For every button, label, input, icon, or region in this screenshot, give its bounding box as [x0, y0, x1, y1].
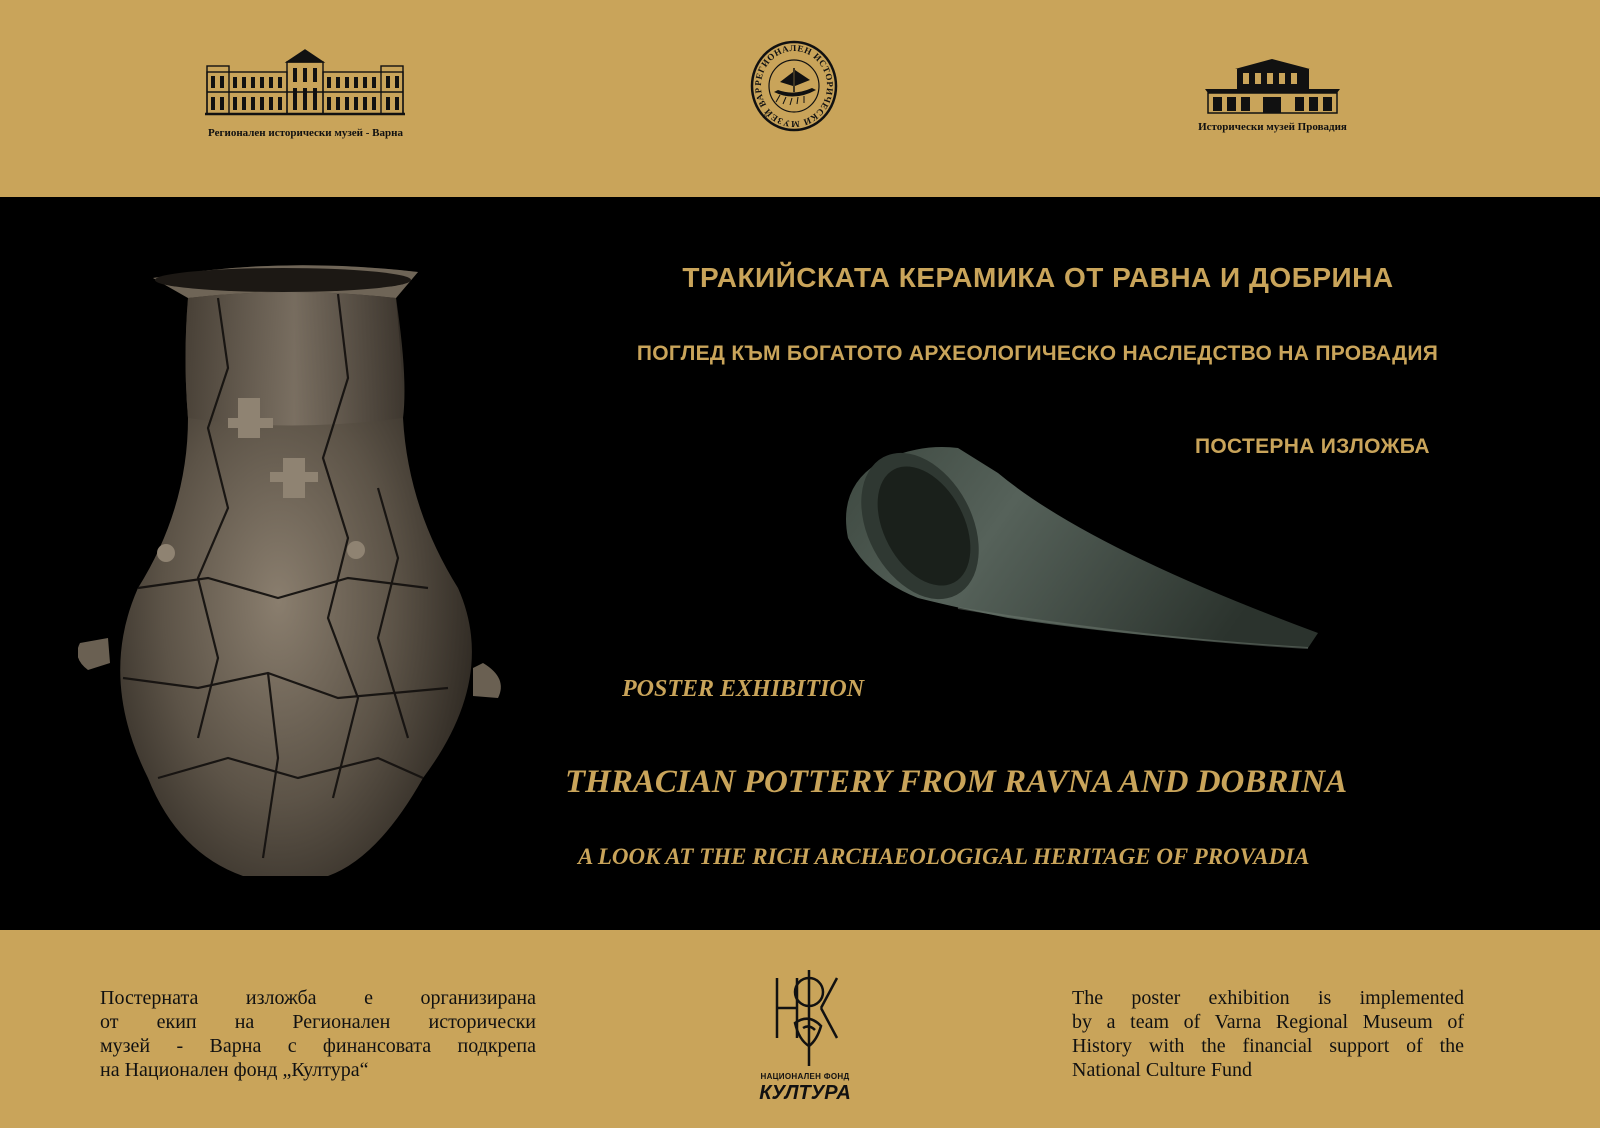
thracian-rhyton-image	[838, 438, 1328, 658]
footer-bg-line: от екип на Регионален исторически	[100, 1011, 536, 1033]
house-building-icon	[1205, 55, 1340, 115]
footer-en-text	[1072, 986, 1464, 1082]
lion-emblem-icon	[755, 968, 855, 1068]
provadia-museum-caption: Исторически музей Провадия	[1198, 121, 1347, 133]
thracian-vase-image	[78, 258, 518, 898]
footer-en-line: by a team of Varna Regional Museum of	[1072, 1011, 1464, 1033]
en-title: THRACIAN POTTERY FROM RAVNA AND DOBRINA	[565, 764, 1348, 800]
footer-bg-line: Постерната изложба е организирана	[100, 987, 536, 1009]
bg-subtitle: ПОГЛЕД КЪМ БОГАТОТО АРХЕОЛОГИЧЕСКО НАСЛЕДСТВО НА ПРОВАДИЯ	[636, 342, 1439, 365]
footer-en-line: History with the financial support of the	[1072, 1035, 1464, 1057]
en-exhibition-label: POSTER EXHIBITION	[622, 676, 865, 702]
varna-museum-logo	[205, 44, 405, 119]
museum-seal-logo	[750, 40, 838, 132]
footer-bg-line: музей - Варна с финансовата подкрепа	[100, 1035, 536, 1057]
seal-ring-text: РЕГИОНАЛЕН ИСТОРИЧЕСКИ МУЗЕЙ ВАР	[752, 42, 836, 130]
culture-fund-logo	[755, 968, 855, 1106]
provadia-museum-logo	[1205, 55, 1340, 115]
horn-photo-icon	[838, 438, 1328, 658]
culture-fund-small-text: НАЦИОНАЛЕН ФОНД	[760, 1072, 850, 1081]
culture-fund-big-text: КУЛТУРА	[759, 1082, 851, 1104]
vase-photo-icon	[78, 258, 518, 898]
footer-en-line: National Culture Fund	[1072, 1059, 1252, 1081]
ship-seal-icon	[750, 40, 838, 132]
en-subtitle: A LOOK AT THE RICH ARCHAEOLOGIGAL HERITAGE OF PROVADIA	[578, 844, 1310, 869]
bg-exhibition-label: ПОСТЕРНА ИЗЛОЖБА	[1195, 435, 1430, 458]
museum-building-icon	[205, 44, 405, 119]
footer-en-line: The poster exhibition is implemented	[1072, 987, 1464, 1009]
bg-title: ТРАКИЙСКАТА КЕРАМИКА ОТ РАВНА И ДОБРИНА	[682, 262, 1394, 293]
footer-bg-text	[100, 986, 536, 1082]
footer-bg-line: на Национален фонд „Култура“	[100, 1059, 369, 1081]
varna-museum-caption: Регионален исторически музей - Варна	[208, 127, 403, 139]
